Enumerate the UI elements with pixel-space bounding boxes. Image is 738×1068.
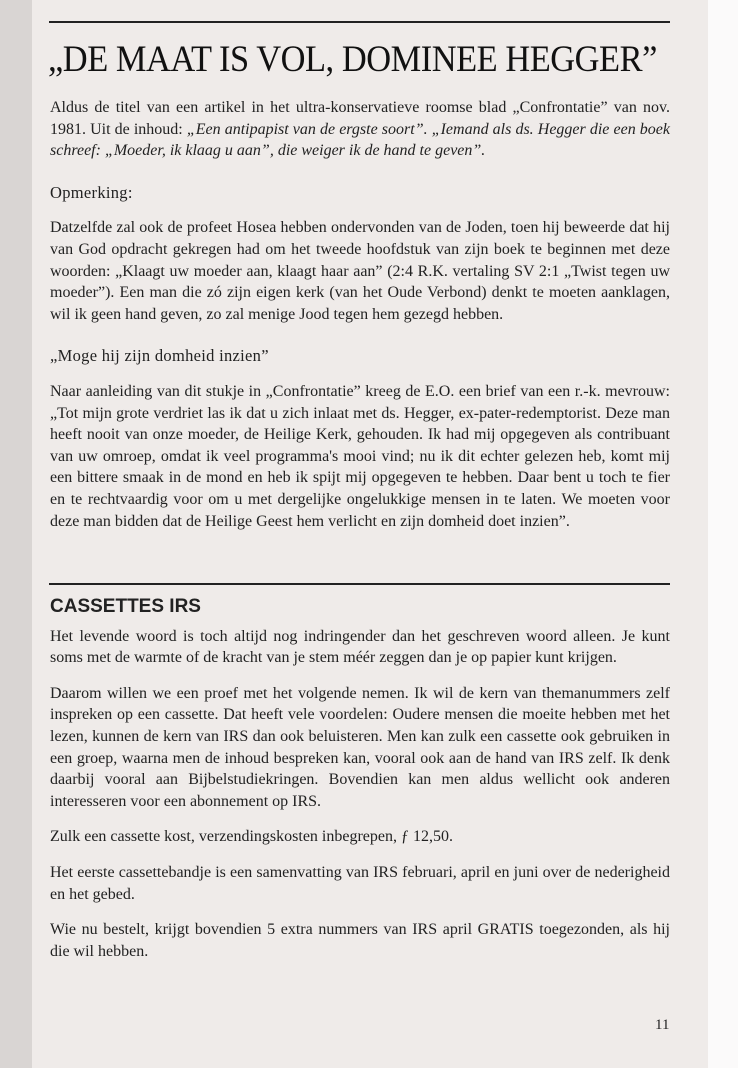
top-rule [49,21,670,23]
page-edge [708,0,738,1068]
article-title: „DE MAAT IS VOL, DOMINEE HEGGER” [48,39,657,80]
intro-quote: „Een antipapist van de ergste soort”. „Iemand als ds. Hegger die een boek schreef: „Moeder, ik klaag u aan”, die weiger ik de hand te geven”. [50,120,670,160]
page-number: 11 [655,1017,670,1033]
paragraph: Wie nu bestelt, krijgt bovendien 5 extra nummers van IRS april GRATIS toegezonden, als hij die wil hebben. [50,921,670,960]
cassettes-title: CASSETTES IRS [50,596,201,617]
letter-text: Naar aanleiding van dit stukje in „Confrontatie” kreeg de E.O. een brief van een r.-k. mevrouw: „Tot mijn grote verdriet las ik dat u zich inlaat met ds. Hegger, ex-pater-redemptorist. Deze man heeft nooit van onze moeder, de Heilige Kerk, gehouden. Ik had mij opgegeven als contribuant van uw omroep, omdat ik veel programma's mooi vind; nu ik dit echter gelezen heb, komt mij een bittere smaak in de mond en heb ik spijt mij opgegeven te hebben. Daar bent u toch te fier en te rechtvaardig voor om u met dergelijke ongelukkige mensen in te laten. We moeten voor deze man bidden dat de Heilige Geest hem verlicht en zijn domheid doet inzien”. [50,382,670,530]
paragraph: Zulk een cassette kost, verzendingskosten inbegrepen, ƒ 12,50. [50,828,453,846]
article-body [50,97,670,546]
remark-heading: Opmerking: [50,182,133,202]
paragraph: Het levende woord is toch altijd nog indringender dan het geschreven woord alleen. Je kunt soms met de warmte of de kracht van je stem méér zeggen dan je op papier kunt krijgen. [50,627,670,667]
cassettes-section [50,596,670,976]
section-rule [49,583,670,585]
intro-text: Aldus de titel van een artikel in het ultra-konservatieve roomse blad „Confrontatie” van nov. 1981. Uit de inhoud: [50,99,670,138]
intro-paragraph [50,97,670,162]
remark-text: Datzelfde zal ook de profeet Hosea hebben ondervonden van de Joden, toen hij beweerde dat hij van God opdracht gekregen had om het tweede hoofdstuk van zijn boek te beginnen met deze woorden: „Klaagt uw moeder aan, klaagt haar aan” (2:4 R.K. vertaling SV 2:1 „Twist tegen uw moeder”). Een man die zó zijn eigen kerk (van het Oude Verbond) denkt te moeten aanklagen, wil ik geen hand geven, zo zal menige Jood tegen hem gezegd hebben. [50,219,670,323]
paragraph: Daarom willen we een proef met het volgende nemen. Ik wil de kern van themanummers zelf inspreken op een cassette. Dat heeft vele voordelen: Oudere mensen die moeite hebben met het lezen, kunnen de kern van IRS dan ook beluisteren. Men kan zulk een cassette ook gebruiken in een groep, waarna men de inhoud bespreken kan, vooral ook aan de hand van IRS zelf. Ik denk daarbij vooral aan Bijbelstudiekringen. Bovendien kan men aldus wellicht ook anderen interesseren voor een abonnement op IRS. [50,684,670,810]
letter-heading: „Moge hij zijn domheid inzien” [50,346,269,366]
paragraph: Het eerste cassettebandje is een samenvatting van IRS februari, april en juni over de nederigheid en het gebed. [50,863,670,903]
